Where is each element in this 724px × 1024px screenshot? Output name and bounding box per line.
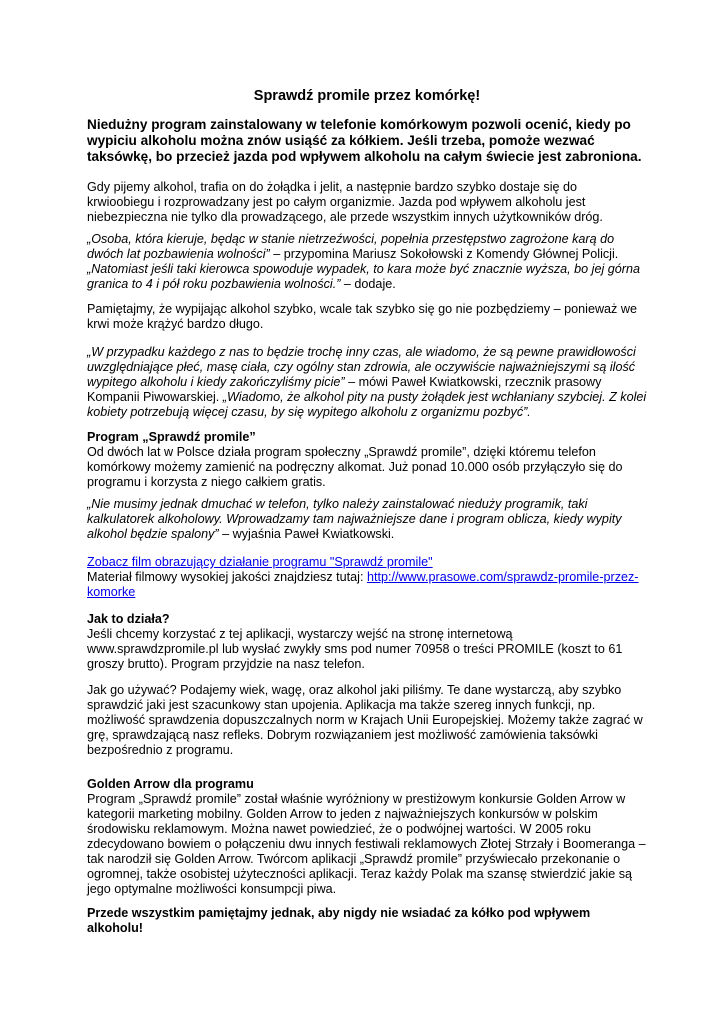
paragraph-intro: Gdy pijemy alkohol, trafia on do żołądka i jelit, a następnie bardzo szybko dostaje się do krwioobiegu i rozprowadzany jest po całym organizmie. Jazda pod wpływem alkoholu jest niebezpieczna nie tylko dla prowadzącego, ale przede wszystkim innych użytkowników dróg. [87,180,603,224]
paragraph-remember: Pamiętajmy, że wypijając alkohol szybko, wcale tak szybko się go nie pozbędziemy – ponieważ we krwi może krążyć bardzo długo. [87,302,637,331]
lead-paragraph: Niedużny program zainstalowany w telefonie komórkowym pozwoli ocenić, kiedy po wypiciu alkoholu można znów usiąść za kółkiem. Jeśli trzeba, pomoże wezwać taksówkę, bo przecież jazda pod wpływem alkoholu na całym świecie jest zabroniona. [87,117,642,164]
page-title: Sprawdź promile przez komórkę! [253,88,481,104]
quote-text: „W przypadku każdego z nas to będzie trochę inny czas, ale wiadomo, że są pewne prawidłowości uwzględniające płeć, masę ciała, czy ogólny stan zdrowia, ale oczywiście najważniejszymi są ilość wypitego alkoholu i kiedy zakończyliśmy picie” [87,345,636,389]
attribution-text: – dodaje. [340,277,396,291]
paragraph-usage: Jak go używać? Podajemy wiek, wagę, oraz alkohol jaki piliśmy. Te dane wystarczą, aby szybko sprawdzić jaki jest szacunkowy stan upojenia. Aplikacja ma także szereg innych funkcji, np. możliwość sprawdzenia dopuszczalnych norm w Krajach Unii Europejskiej. Możemy także zagrać w grę, sprawdzającą nasz refleks. Dobrym rozwiązaniem jest możliwość zamówienia taksówki bezpośrednio z programu. [87,683,643,757]
film-text: Materiał filmowy wysokiej jakości znajdziesz tutaj: [87,570,367,584]
attribution-text: – wyjaśnia Paweł Kwiatkowski. [218,527,395,541]
section-body: Jeśli chcemy korzystać z tej aplikacji, wystarczy wejść na stronę internetową www.sprawdzpromile.pl lub wysłać zwykły sms pod numer 70958 o treści PROMILE (koszt to 61 groszy brutto). Program przyjdzie na nasz telefon. [87,627,623,671]
quote-text: „Nie musimy jednak dmuchać w telefon, tylko należy zainstalować nieduży programik, taki kalkulatorek alkoholowy. Wprowadzamy tam najważniejsze dane i program oblicza, kiedy wypity alkohol będzie spalony” [87,497,622,541]
paragraph-police-quote [87,232,647,292]
paragraph-brewery-quote [87,345,647,420]
section-body: Od dwóch lat w Polsce działa program społeczny „Sprawdź promile”, dzięki któremu telefon komórkowy możemy zamienić na podręczny alkomat. Już ponad 10.000 osób przyłączyło się do programu i korzysta z niego całkiem gratis. [87,445,623,489]
section-heading: Golden Arrow dla programu [87,777,254,791]
attribution-text: – przypomina Mariusz Sokołowski z Komendy Głównej Policji. [269,247,619,261]
closing-statement: Przede wszystkim pamiętajmy jednak, aby nigdy nie wsiadać za kółko pod wpływem alkoholu! [87,906,591,935]
section-how-it-works [87,612,647,672]
film-block [87,555,647,600]
section-heading: Jak to działa? [87,612,170,626]
attribution-text: – mówi Paweł Kwiatkowski, rzecznik prasowy Kompanii Piwowarskiej. [87,375,602,404]
section-program [87,430,647,490]
film-link[interactable]: Zobacz film obrazujący działanie programu "Sprawdź promile" [87,555,433,569]
section-heading: Program „Sprawdź promile” [87,430,256,444]
section-golden-arrow [87,777,647,897]
section-body: Program „Sprawdź promile” został właśnie wyróżniony w prestiżowym konkursie Golden Arrow w kategorii marketing mobilny. Golden Arrow to jeden z najważniejszych konkursów w polskim środowisku reklamowym. Można nawet powiedzieć, że o podwójnej wartości. W 2005 roku zdecydowano bowiem o połączeniu dwu innych festiwali reklamowych Złotej Strzały i Boomeranga – tak narodził się Golden Arrow. Twórcom aplikacji „Sprawdź promile” przyświecało przekonanie o ogromnej, także osobistej użyteczności aplikacji. Teraz każdy Polak ma szansę stwierdzić jakie są jego optymalne możliwości konsumpcji piwa. [87,792,646,896]
film-url-link[interactable]: http://www.prasowe.com/sprawdz-promile-przez-komorke [87,570,639,599]
quote-text: „Wiadomo, że alkohol pity na pusty żołądek jest wchłaniany szybciej. Z kolei kobiety potrzebują więcej czasu, by się wypitego alkoholu z organizmu pozbyć”. [87,390,647,419]
paragraph-kwiatkowski-quote [87,497,647,542]
quote-text: „Natomiast jeśli taki kierowca spowoduje wypadek, to kara może być znacznie wyższa, bo jej górna granica to 4 i pół roku pozbawienia wolności.” [87,262,640,291]
quote-text: „Osoba, która kieruje, będąc w stanie nietrzeźwości, popełnia przestępstwo zagrożone karą do dwóch lat pozbawienia wolności” [87,232,615,261]
